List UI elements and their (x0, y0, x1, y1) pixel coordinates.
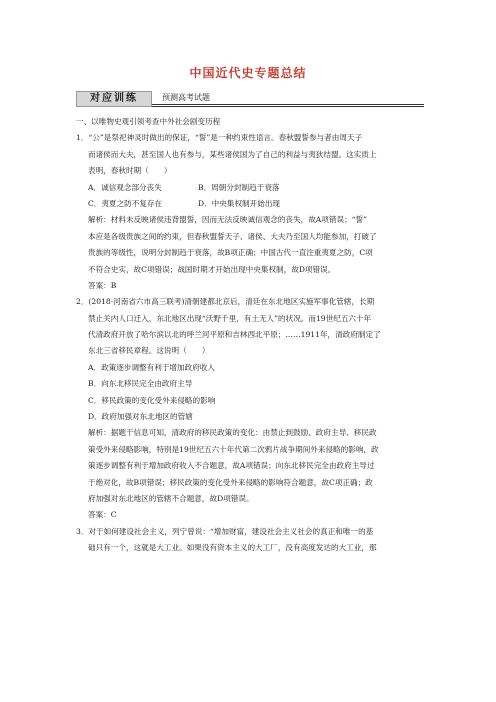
option-row (76, 180, 424, 196)
analysis-line: 不符合史实，故C项错误；战国时期才开始出现中央集权制，故D项错误。 (88, 264, 336, 274)
analysis-line: 策逐步调整有利于增加政府收入不合题意，故A项错误；向东北移民完全由政府主导过 (88, 461, 375, 471)
section-heading: 一、以唯物史观引领考查中外社会剧变历程 (76, 117, 221, 126)
question-stem: 东北三省移民章程。这说明（ ） (88, 346, 210, 356)
banner-label: 对应训练 (76, 91, 152, 107)
document-title: 中国近代史专题总结 (189, 66, 307, 80)
question-stem: 础只有一个，这就是大工业。如果没有资本主义的大工厂，没有高度发达的大工业，那 (88, 543, 377, 553)
option-d: D．中央集权制开始出现 (198, 198, 281, 208)
option-b: B．向东北移民完全由政府主导 (88, 379, 193, 389)
question-stem: 禁止关内人口迁入，东北地区出现“沃野千里，有土无人”的状况。而19世纪五六十年 (88, 313, 372, 323)
option-b: B．周朝分封制趋于衰落 (198, 182, 280, 192)
option-d: D．政府加强对东北地区的管辖 (88, 412, 193, 422)
document-body (76, 114, 424, 557)
section-banner (76, 91, 424, 107)
analysis-line: 府加强对东北地区的管辖不合题意，故D项错误。 (88, 493, 254, 503)
option-a: A．诚信观念部分丧失 (88, 182, 162, 192)
answer: 答案：B (88, 280, 117, 290)
option-a: A．政策逐步调整有利于增加政府收入 (88, 362, 215, 372)
banner-rule (152, 104, 424, 105)
question-3 (76, 524, 424, 557)
analysis-line: 解析：材料未反映诸侯违背盟誓，因而无法反映诚信观念的丧失，故A项错误；“誓” (88, 215, 368, 225)
banner-subtitle: 预测高考试题 (162, 93, 210, 102)
option-c: C．移民政策的变化受外来侵略的影响 (88, 395, 216, 405)
question-stem: 3．对于如何建设社会主义，列宁曾说：“增加财富，建设社会主义社会的真正和唯一的基 (76, 526, 374, 536)
option-row (76, 196, 424, 212)
question-stem: 1．“公”是祭祀神灵时做出的保证，“誓”是一种约束性语言。春秋盟誓参与者由周天子 (76, 133, 363, 143)
analysis-line: 解析：据题干信息可知，清政府的移民政策的变化：由禁止到鼓励、政府主导、移民政 (88, 428, 377, 438)
question-stem: 表明，春秋时期（ ） (88, 166, 172, 176)
option-c: C．夷夏之防不复存在 (88, 198, 163, 208)
question-1 (76, 130, 424, 294)
analysis-line: 于绝对化，故B项错误；移民政策的变化受外来侵略的影响符合题意，故C项正确；政 (88, 477, 373, 487)
analysis-line: 贵族的等级性，说明分封制趋于衰落，故B项正确；中国古代一直注重夷夏之防，C项 (88, 248, 373, 258)
question-stem: 2．(2018·河南省六市高三联考)清朝建都北京后，清廷在东北地区实施军事化管辖，长期 (76, 297, 375, 307)
question-stem: 而诸侯而大夫，甚至国人也有参与，某些诸侯国为了自己的利益与夷狄结盟。这实质上 (88, 149, 377, 159)
question-2 (76, 294, 424, 523)
analysis-line: 本应是各级贵族之间的约束，但春秋盟誓天子、诸侯、大夫乃至国人均能参加，打破了 (88, 231, 377, 241)
analysis-line: 策受外来侵略影响，特别是19世纪五六十年代第二次鸦片战争期间外来侵略的影响，政 (88, 444, 379, 454)
banner-rule (152, 106, 424, 107)
answer: 答案：C (88, 510, 117, 520)
question-stem: 代清政府开放了哈尔滨以北的呼兰河平原和吉林西北平原；……1911年，清政府制定了 (88, 330, 381, 340)
